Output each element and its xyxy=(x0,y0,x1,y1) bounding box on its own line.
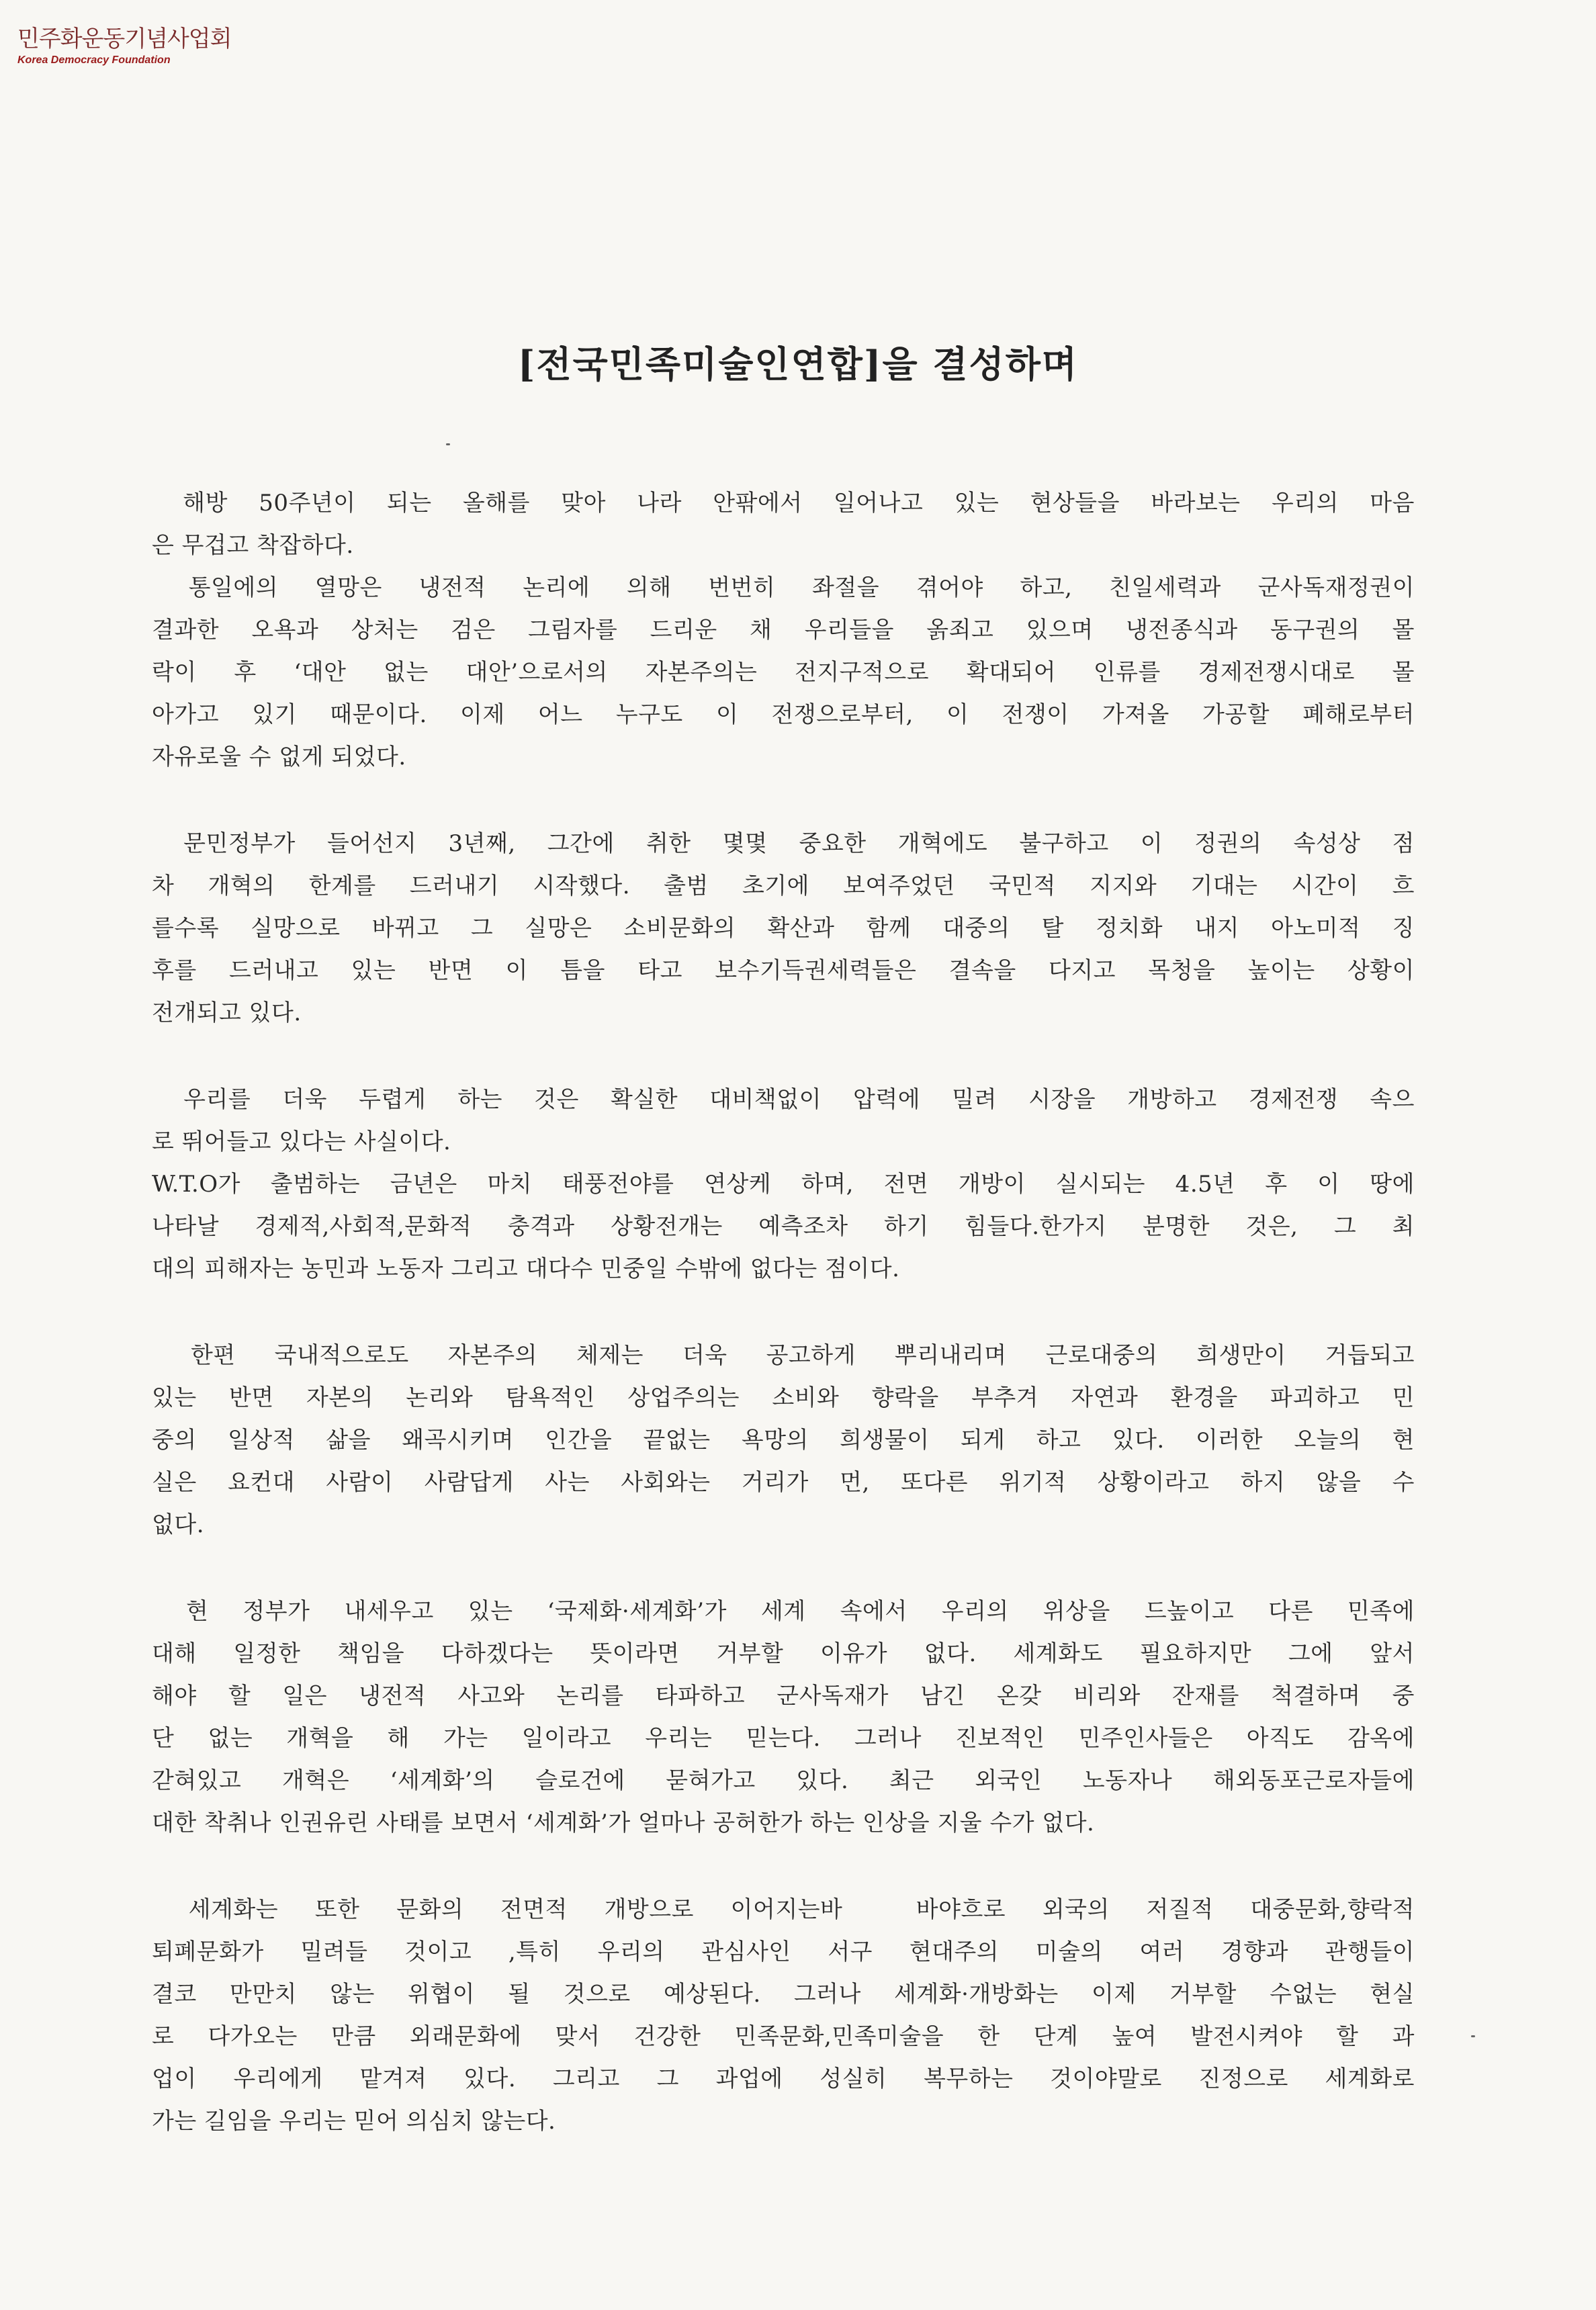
text-line: 한편 국내적으로도 자본주의 체제는 더욱 공고하게 뿌리내리며 근로대중의 희생만이 거듭되고 xyxy=(152,1342,1415,1369)
text-line: 나타날 경제적,사회적,문화적 충격과 상황전개는 예측조차 하기 힘들다.한가지 분명한 것은, 그 최 xyxy=(152,1213,1415,1240)
text-line: 대한 착취나 인권유린 사태를 보면서 ‘세계화’가 얼마나 공허한가 하는 인상을 지울 수가 없다. xyxy=(152,1810,1095,1836)
text-line: 락이 후 ‘대안 없는 대안’으로서의 자본주의는 전지구적으로 확대되어 인류를 경제전쟁시대로 몰 xyxy=(152,659,1415,686)
text-line: 아가고 있기 때문이다. 이제 어느 누구도 이 전쟁으로부터, 이 전쟁이 가져올 가공할 폐해로부터 xyxy=(152,701,1415,728)
text-line: 가는 길임을 우리는 믿어 의심치 않는다. xyxy=(152,2108,556,2135)
text-line: 대해 일정한 책임을 다하겠다는 뜻이라면 거부할 이유가 없다. 세계화도 필요하지만 그에 앞서 xyxy=(152,1640,1415,1667)
text-line: 로 뛰어들고 있다는 사실이다. xyxy=(152,1128,451,1155)
text-line: 후를 드러내고 있는 반면 이 틈을 타고 보수기득권세력들은 결속을 다지고 목청을 높이는 상황이 xyxy=(152,957,1415,984)
text-line: 자유로울 수 없게 되었다. xyxy=(152,744,406,770)
scan-speck xyxy=(446,443,450,445)
paragraph-6 xyxy=(152,1889,1415,2143)
document-body xyxy=(152,482,1415,2187)
text-line: 갇혀있고 개혁은 ‘세계화’의 슬로건에 묻혀가고 있다. 최근 외국인 노동자나 해외동포근로자들에 xyxy=(152,1767,1415,1794)
text-line: 중의 일상적 삶을 왜곡시키며 인간을 끝없는 욕망의 희생물이 되게 하고 있다. 이러한 오늘의 현 xyxy=(152,1427,1415,1454)
text-line: 실은 요컨대 사람이 사람답게 사는 사회와는 거리가 먼, 또다른 위기적 상황이라고 하지 않을 수 xyxy=(152,1469,1415,1496)
text-line: 단 없는 개혁을 해 가는 일이라고 우리는 믿는다. 그러나 진보적인 민주인사들은 아직도 감옥에 xyxy=(152,1725,1415,1752)
text-line: 문민정부가 들어선지 3년째, 그간에 취한 몇몇 중요한 개혁에도 불구하고 이 정권의 속성상 점 xyxy=(152,830,1415,857)
text-line: 해야 할 일은 냉전적 사고와 논리를 타파하고 군사독재가 남긴 온갖 비리와 잔재를 척결하며 중 xyxy=(152,1683,1415,1709)
paragraph-4 xyxy=(152,1335,1415,1546)
text-line: 를수록 실망으로 바뀌고 그 실망은 소비문화의 확산과 함께 대중의 탈 정치화 내지 아노미적 징 xyxy=(152,915,1415,942)
text-line: 은 무겁고 착잡하다. xyxy=(152,532,354,559)
text-line: 차 개혁의 한계를 드러내기 시작했다. 출범 초기에 보여주었던 국민적 지지와 기대는 시간이 흐 xyxy=(152,873,1415,899)
logo-korean-text: 민주화운동기념사업회 xyxy=(17,26,232,52)
foundation-logo xyxy=(17,24,232,67)
text-line: 현 정부가 내세우고 있는 ‘국제화·세계화’가 세계 속에서 우리의 위상을 드높이고 다른 민족에 xyxy=(152,1598,1415,1625)
text-line: 업이 우리에게 맡겨져 있다. 그리고 그 과업에 성실히 복무하는 것이야말로 진정으로 세계화로 xyxy=(152,2065,1415,2092)
text-line: 해방 50주년이 되는 올해를 맞아 나라 안팎에서 일어나고 있는 현상들을 바라보는 우리의 마음 xyxy=(152,490,1415,517)
text-line: 대의 피해자는 농민과 노동자 그리고 대다수 민중일 수밖에 없다는 점이다. xyxy=(152,1255,900,1282)
text-line: 통일에의 열망은 냉전적 논리에 의해 번번히 좌절을 겪어야 하고, 친일세력과 군사독재정권이 xyxy=(152,574,1415,601)
paragraph-5 xyxy=(152,1591,1415,1845)
scan-speck xyxy=(1471,2035,1475,2037)
document-title: [전국민족미술인연합]을 결성하며 xyxy=(517,343,1079,386)
text-line: 없다. xyxy=(152,1511,204,1538)
paragraph-3 xyxy=(152,1079,1415,1290)
text-line: 우리를 더욱 두렵게 하는 것은 확실한 대비책없이 압력에 밀려 시장을 개방하고 경제전쟁 속으 xyxy=(152,1086,1415,1113)
paragraph-2 xyxy=(152,823,1415,1034)
text-line: 세계화는 또한 문화의 전면적 개방으로 이어지는바 바야흐로 외국의 저질적 대중문화,향락적 xyxy=(152,1896,1415,1923)
paragraph-1 xyxy=(152,482,1415,779)
text-line: 퇴폐문화가 밀려들 것이고 ,특히 우리의 관심사인 서구 현대주의 미술의 여러 경향과 관행들이 xyxy=(152,1939,1415,1965)
text-line: 결코 만만치 않는 위협이 될 것으로 예상된다. 그러나 세계화·개방화는 이제 거부할 수없는 현실 xyxy=(152,1981,1415,2008)
text-line: W.T.O가 출범하는 금년은 마치 태풍전야를 연상케 하며, 전면 개방이 실시되는 4.5년 후 이 땅에 xyxy=(152,1171,1415,1198)
logo-english-text: Korea Democracy Foundation xyxy=(17,54,171,66)
text-line: 로 다가오는 만큼 외래문화에 맞서 건강한 민족문화,민족미술을 한 단계 높여 발전시켜야 할 과 xyxy=(152,2023,1415,2050)
text-line: 전개되고 있다. xyxy=(152,999,302,1026)
text-line: 결과한 오욕과 상처는 검은 그림자를 드리운 채 우리들을 옭죄고 있으며 냉전종식과 동구권의 몰 xyxy=(152,617,1415,643)
text-line: 있는 반면 자본의 논리와 탐욕적인 상업주의는 소비와 향락을 부추겨 자연과 환경을 파괴하고 민 xyxy=(152,1384,1415,1411)
